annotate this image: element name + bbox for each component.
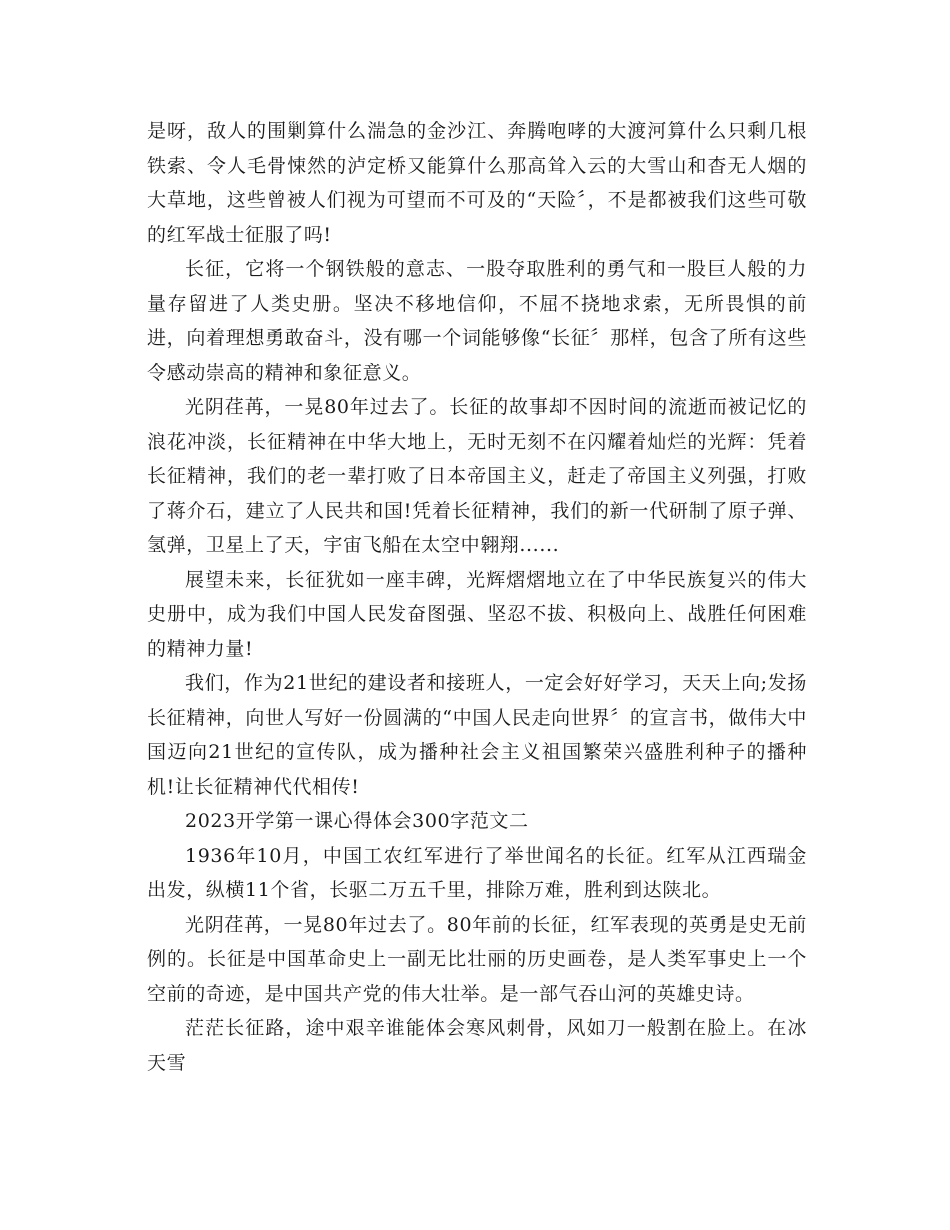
- paragraph-4: 展望未来，长征犹如一座丰碑，光辉熠熠地立在了中华民族复兴的伟大史册中，成为我们中国人民发奋图强、坚忍不拔、积极向上、战胜任何困难的精神力量!: [147, 568, 807, 660]
- paragraph-1: 是呀，敌人的围剿算什么湍急的金沙江、奔腾咆哮的大渡河算什么只剩几根铁索、令人毛骨悚然的泸定桥又能算什么那高耸入云的大雪山和杳无人烟的大草地，这些曾被人们视为可望而不可及的“天险〞，不是都被我们这些可敬的红军战士征服了吗!: [147, 120, 807, 246]
- paragraph-2: 长征，它将一个钢铁般的意志、一股夺取胜利的勇气和一股巨人般的力量存留进了人类史册。坚决不移地信仰，不屈不挠地求索，无所畏惧的前进，向着理想勇敢奋斗，没有哪一个词能够像“长征〞那样，包含了所有这些令感动崇高的精神和象征意义。: [147, 258, 807, 384]
- paragraph-5: 我们，作为21世纪的建设者和接班人，一定会好好学习，天天上向;发扬长征精神，向世人写好一份圆满的“中国人民走向世界〞的宣言书，做伟大中国迈向21世纪的宣传队，成为播种社会主义祖国繁荣兴盛胜利种子的播种机!让长征精神代代相传!: [147, 672, 807, 798]
- document-body: [147, 114, 807, 1080]
- paragraph-7: 光阴荏苒，一晃80年过去了。80年前的长征，红军表现的英勇是史无前例的。长征是中国革命史上一副无比壮丽的历史画卷，是人类军事史上一个空前的奇迹，是中国共产党的伟大壮举。是一部气吞山河的英雄史诗。: [147, 913, 807, 1005]
- paragraph-3: 光阴荏苒，一晃80年过去了。长征的故事却不因时间的流逝而被记忆的浪花冲淡，长征精神在中华大地上，无时无刻不在闪耀着灿烂的光辉：凭着长征精神，我们的老一辈打败了日本帝国主义，赶走了帝国主义列强，打败了蒋介石，建立了人民共和国!凭着长征精神，我们的新一代研制了原子弹、氢弹，卫星上了天，宇宙飞船在太空中翱翔......: [147, 396, 807, 556]
- section-heading: 2023开学第一课心得体会300字范文二: [185, 810, 529, 832]
- paragraph-8: 茫茫长征路，途中艰辛谁能体会寒风刺骨，风如刀一般割在脸上。在冰天雪: [147, 1017, 807, 1074]
- paragraph-6: 1936年10月，中国工农红军进行了举世闻名的长征。红军从江西瑞金出发，纵横11个省，长驱二万五千里，排除万难，胜利到达陕北。: [147, 844, 807, 901]
